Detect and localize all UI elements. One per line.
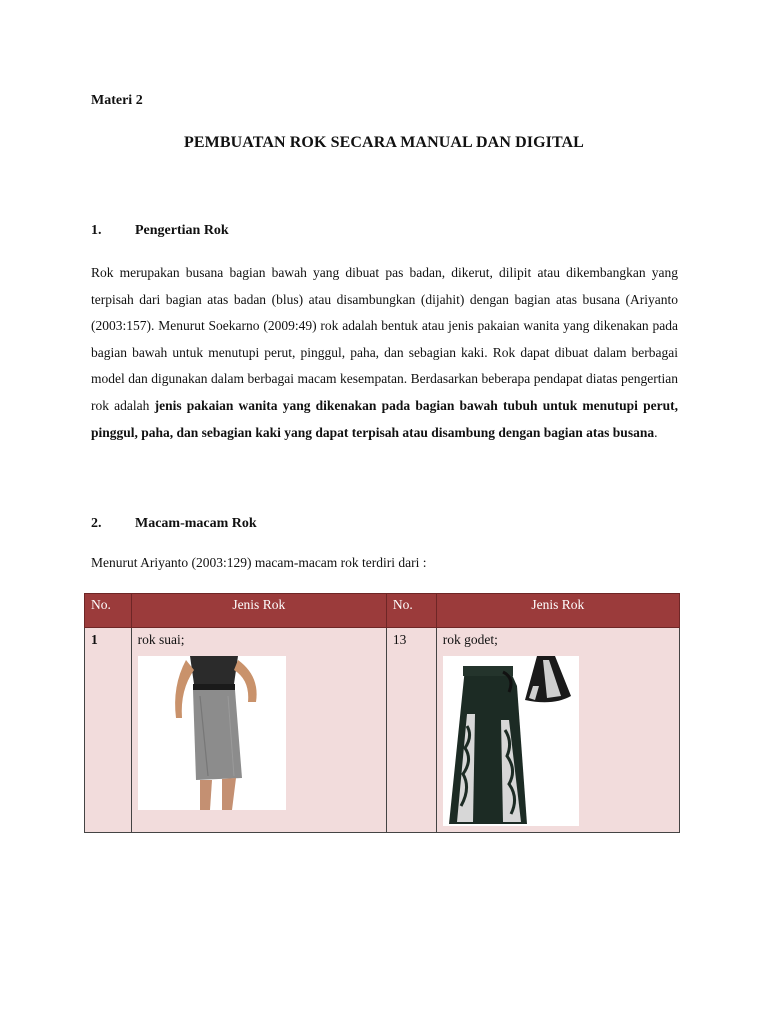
row-type-left-cell xyxy=(131,628,386,833)
table-row xyxy=(85,628,680,833)
paragraph-text: Rok merupakan busana bagian bawah yang dibuat pas badan, dikerut, dilipit atau dikembangkan yang terpisah dari bagian atas badan (blus) atau disambungkan (dijahit) dengan bagian atas busana (Ariyanto (2003:157). Menurut Soekarno (2009:49) rok adalah bentuk atau jenis pakaian wanita yang dikenakan pada bagian bawah untuk menutupi perut, pinggul, paha, dan sebagian kaki. Rok dapat dibuat dalam berbagai model dan digunakan dalam berbagai macam kesempatan. Berdasarkan beberapa pendapat diatas pengertian rok adalah xyxy=(91,265,678,413)
paragraph-bold-definition: jenis pakaian wanita yang dikenakan pada bagian bawah tubuh untuk menutupi perut, pinggul, paha, dan sebagian kaki yang dapat terpisah atau disambung dengan bagian atas busana xyxy=(91,397,678,440)
row-no-left: 1 xyxy=(85,628,132,833)
section-1-heading xyxy=(91,223,229,239)
section-2-title: Macam-macam Rok xyxy=(135,516,257,531)
godet-skirt-photo xyxy=(443,656,579,826)
section-2-number: 2. xyxy=(91,516,102,531)
skirt-types-table xyxy=(84,593,680,833)
section-2-intro: Menurut Ariyanto (2003:129) macam-macam rok terdiri dari : xyxy=(91,555,427,570)
paragraph-end: . xyxy=(654,424,658,440)
row-type-right-cell xyxy=(436,628,679,833)
section-2-heading xyxy=(91,516,257,532)
material-label: Materi 2 xyxy=(91,93,143,108)
row-type-right: rok godet; xyxy=(442,632,498,647)
section-1-paragraph xyxy=(91,260,678,446)
row-no-right: 13 xyxy=(386,628,436,833)
pencil-skirt-photo xyxy=(138,656,286,810)
header-type-right: Jenis Rok xyxy=(436,594,679,628)
header-no-left: No. xyxy=(85,594,132,628)
table-header-row xyxy=(85,594,680,628)
document-title: PEMBUATAN ROK SECARA MANUAL DAN DIGITAL xyxy=(184,134,584,151)
row-type-left: rok suai; xyxy=(137,632,185,647)
section-1-number: 1. xyxy=(91,223,102,238)
section-1-title: Pengertian Rok xyxy=(135,223,229,238)
header-no-right: No. xyxy=(386,594,436,628)
header-type-left: Jenis Rok xyxy=(131,594,386,628)
